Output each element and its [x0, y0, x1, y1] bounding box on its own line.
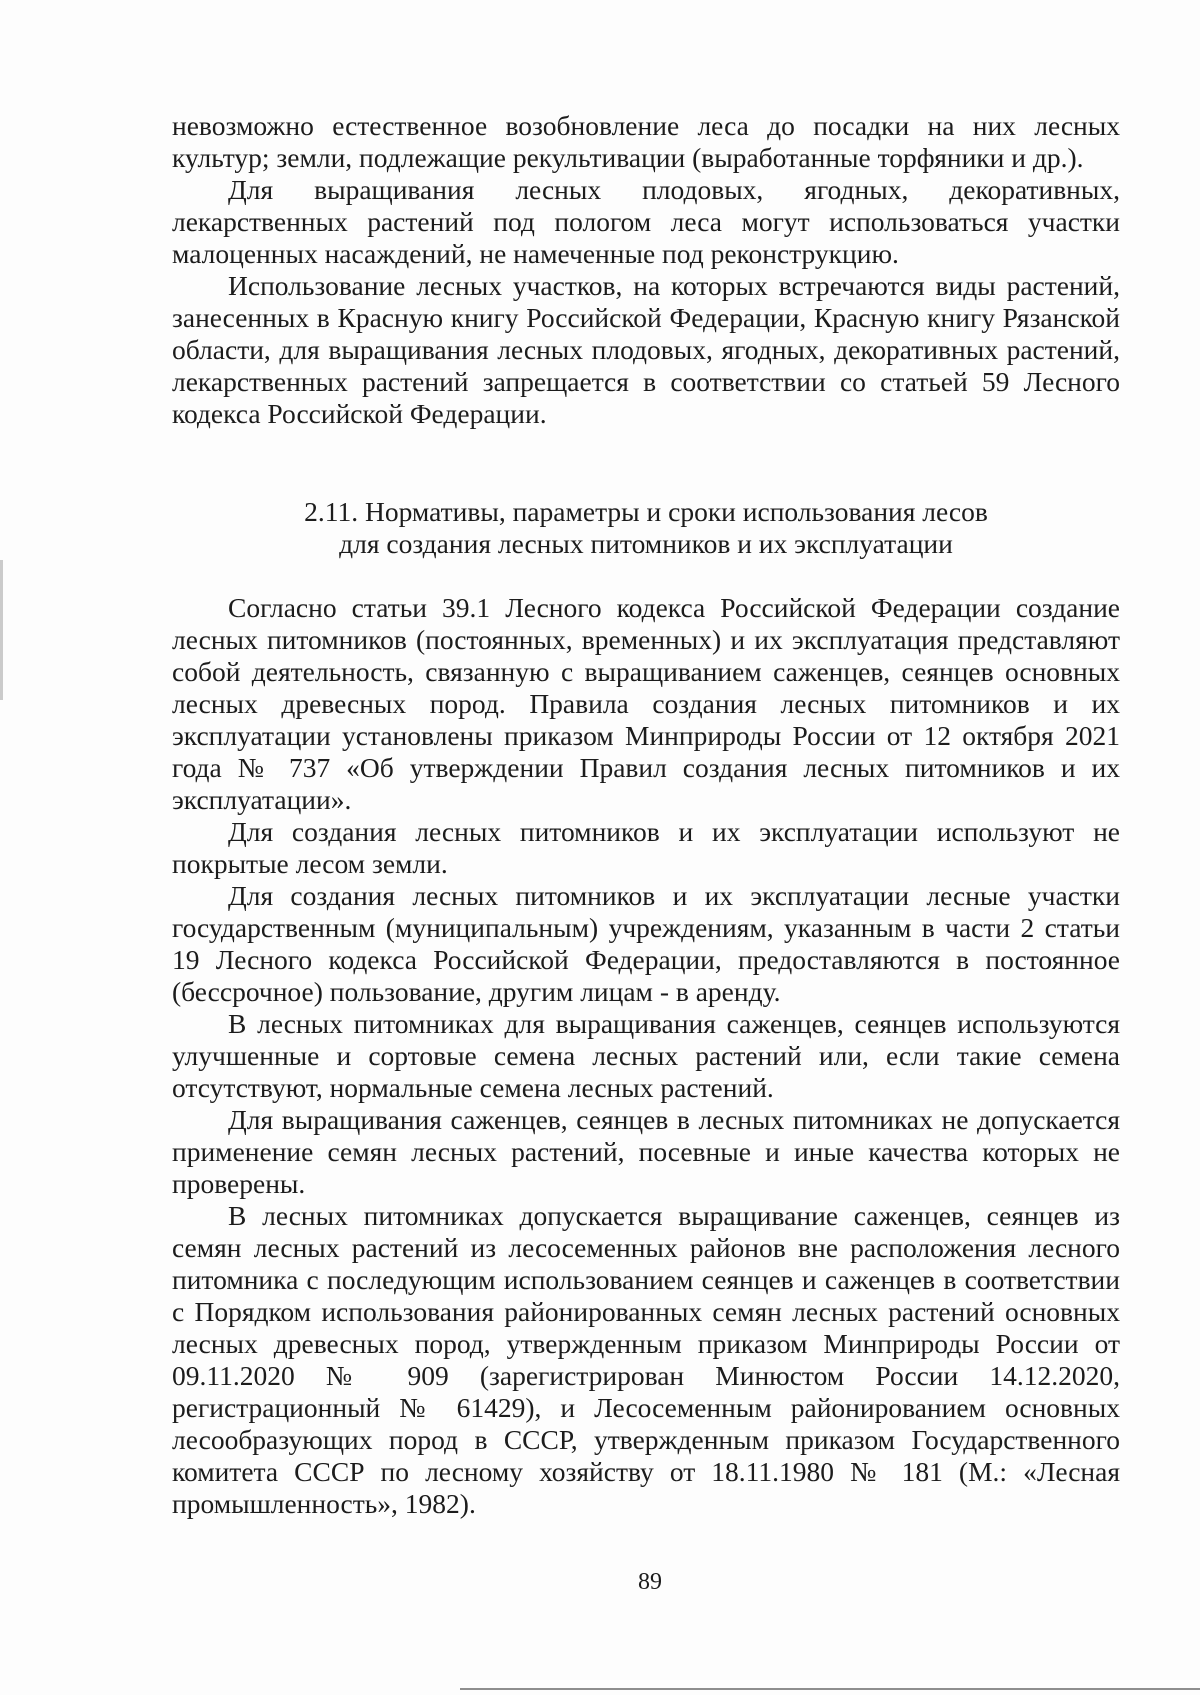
paragraph: Использование лесных участков, на которых встречаются виды растений, занесенных в Красную книгу Российской Федерации, Красную книгу Рязанской области, для выращивания лесных плодовых, ягодных, декоративных растений, лекарственных растений запрещается в соответствии со статьей 59 Лесного кодекса Российской Федерации. — [172, 270, 1120, 429]
paragraph: Для создания лесных питомников и их эксплуатации лесные участки государственным (муниципальным) учреждениям, указанным в части 2 статьи 19 Лесного кодекса Российской Федерации, предоставляются в постоянное (бессрочное) пользование, другим лицам - в аренду. — [172, 880, 1120, 1007]
paragraph: Согласно статьи 39.1 Лесного кодекса Российской Федерации создание лесных питомников (постоянных, временных) и их эксплуатация представляют собой деятельность, связанную с выращиванием саженцев, сеянцев основных лесных древесных пород. Правила создания лесных питомников и их эксплуатации установлены приказом Минприроды России от 12 октября 2021 года № 737 «Об утверждении Правил создания лесных питомников и их эксплуатации». — [172, 592, 1120, 815]
top-text-block — [172, 110, 1120, 430]
paragraph: Для создания лесных питомников и их эксплуатации используют не покрытые лесом земли. — [172, 816, 1120, 879]
main-text-block — [172, 592, 1120, 1520]
paragraph: В лесных питомниках для выращивания саженцев, сеянцев используются улучшенные и сортовые семена лесных растений или, если такие семена отсутствуют, нормальные семена лесных растений. — [172, 1008, 1120, 1103]
scan-edge-mark — [0, 560, 3, 700]
page-number: 89 — [638, 1569, 662, 1595]
paragraph: Для выращивания саженцев, сеянцев в лесных питомниках не допускается применение семян лесных растений, посевные и иные качества которых не проверены. — [172, 1104, 1120, 1199]
paragraph: Для выращивания лесных плодовых, ягодных, декоративных, лекарственных растений под пологом леса могут использоваться участки малоценных насаждений, не намеченные под реконструкцию. — [172, 174, 1120, 269]
paragraph-continuation: невозможно естественное возобновление леса до посадки на них лесных культур; земли, подлежащие рекультивации (выработанные торфяники и др.). — [172, 110, 1120, 173]
paragraph: В лесных питомниках допускается выращивание саженцев, сеянцев из семян лесных растений из лесосеменных районов вне расположения лесного питомника с последующим использованием сеянцев и саженцев в соответствии с Порядком использования районированных семян лесных растений основных лесных древесных пород, утвержденным приказом Минприроды России от 09.11.2020 № 909 (зарегистрирован Минюстом России 14.12.2020, регистрационный № 61429), и Лесосеменным районированием основных лесообразующих пород в СССР, утвержденным приказом Государственного комитета СССР по лесному хозяйству от 18.11.1980 № 181 (М.: «Лесная промышленность», 1982). — [172, 1200, 1120, 1519]
section-heading-line2: для создания лесных питомников и их эксплуатации — [339, 528, 953, 559]
section-heading-line1: 2.11. Нормативы, параметры и сроки использования лесов — [304, 496, 988, 527]
scan-bottom-edge — [460, 1688, 1200, 1690]
section-heading — [172, 496, 1120, 560]
